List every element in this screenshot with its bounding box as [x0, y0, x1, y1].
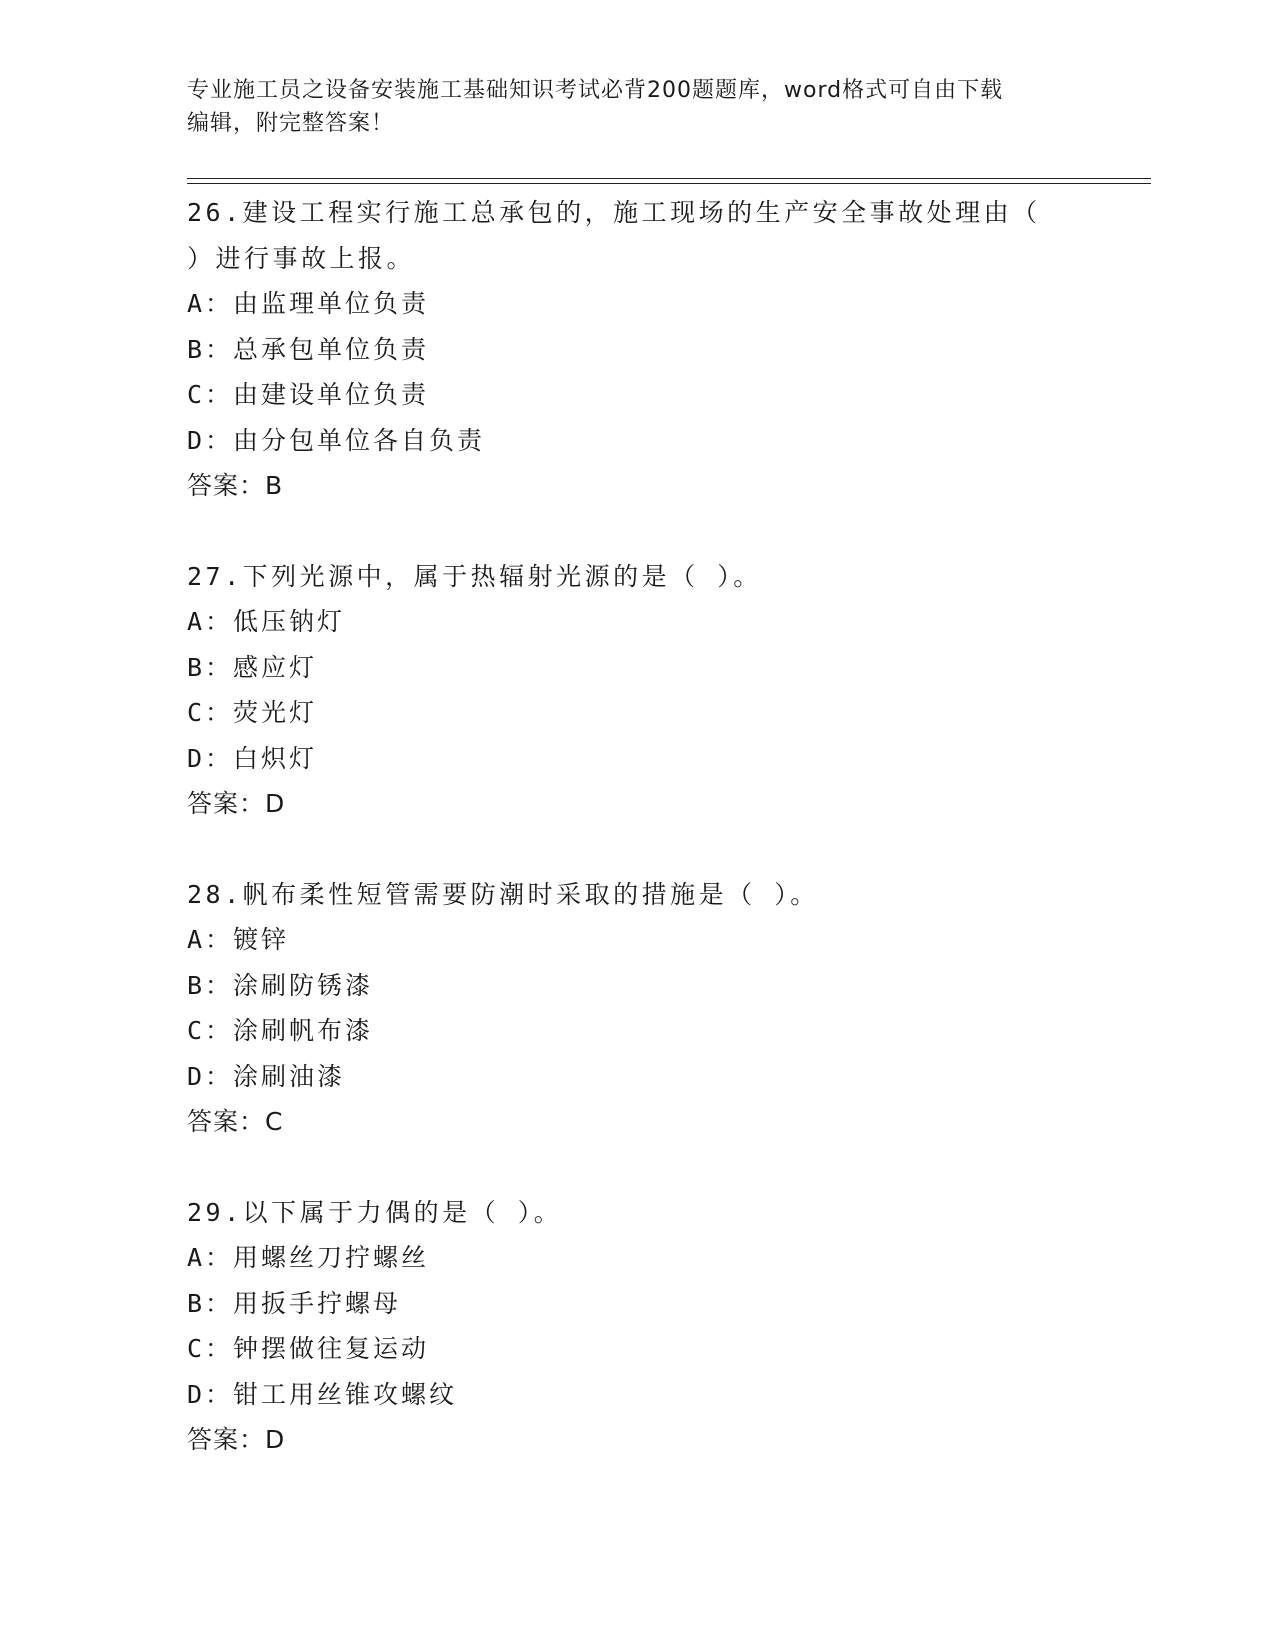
- option-d: D：钳工用丝锥攻螺纹: [187, 1379, 458, 1409]
- question-stem: [187, 1190, 1087, 1236]
- option-a: A：镀锌: [187, 925, 290, 954]
- question-stem-line: 26.建设工程实行施工总承包的，施工现场的生产安全事故处理由（: [187, 198, 1041, 227]
- question-stem: [187, 872, 1087, 918]
- header-divider-top: [187, 178, 1151, 179]
- option-b: B：感应灯: [187, 652, 318, 682]
- question-26: [187, 190, 1087, 509]
- option-d: D：由分包单位各自负责: [187, 425, 486, 455]
- question-stem: [187, 554, 1087, 600]
- option-a: A：低压钠灯: [187, 607, 346, 636]
- answer-label: 答案：C: [187, 1107, 284, 1136]
- question-27: [187, 554, 1087, 827]
- option-c: C：涂刷帆布漆: [187, 1016, 374, 1045]
- option-b: B：用扳手拧螺母: [187, 1288, 402, 1318]
- header-line-1: 专业施工员之设备安装施工基础知识考试必背200题题库，word格式可自由下载: [187, 78, 1004, 103]
- question-28: [187, 872, 1087, 1145]
- option-c: C：由建设单位负责: [187, 380, 430, 409]
- option-c: C：荧光灯: [187, 698, 318, 727]
- option-a: A：由监理单位负责: [187, 289, 430, 318]
- answer-label: 答案：D: [187, 789, 286, 818]
- question-list: [187, 190, 1087, 1508]
- option-b: B：总承包单位负责: [187, 334, 430, 364]
- answer-label: 答案：D: [187, 1425, 286, 1454]
- header-divider-bottom: [187, 183, 1151, 184]
- option-d: D：白炽灯: [187, 743, 318, 773]
- header-line-2: 编辑，附完整答案！: [187, 111, 395, 136]
- option-a: A：用螺丝刀拧螺丝: [187, 1243, 430, 1272]
- document-header: [187, 74, 1067, 140]
- question-stem-line: 27.下列光源中，属于热辐射光源的是（ ）。: [187, 561, 762, 591]
- option-c: C：钟摆做往复运动: [187, 1334, 430, 1363]
- option-b: B：涂刷防锈漆: [187, 970, 374, 1000]
- question-stem: [187, 190, 1087, 281]
- question-29: [187, 1190, 1087, 1463]
- question-stem-line: 28.帆布柔性短管需要防潮时采取的措施是（ ）。: [187, 879, 819, 909]
- answer-label: 答案：B: [187, 471, 284, 500]
- question-stem-line: 29.以下属于力偶的是（ ）。: [187, 1197, 563, 1227]
- option-d: D：涂刷油漆: [187, 1061, 346, 1091]
- question-stem-line: ）进行事故上报。: [187, 243, 416, 273]
